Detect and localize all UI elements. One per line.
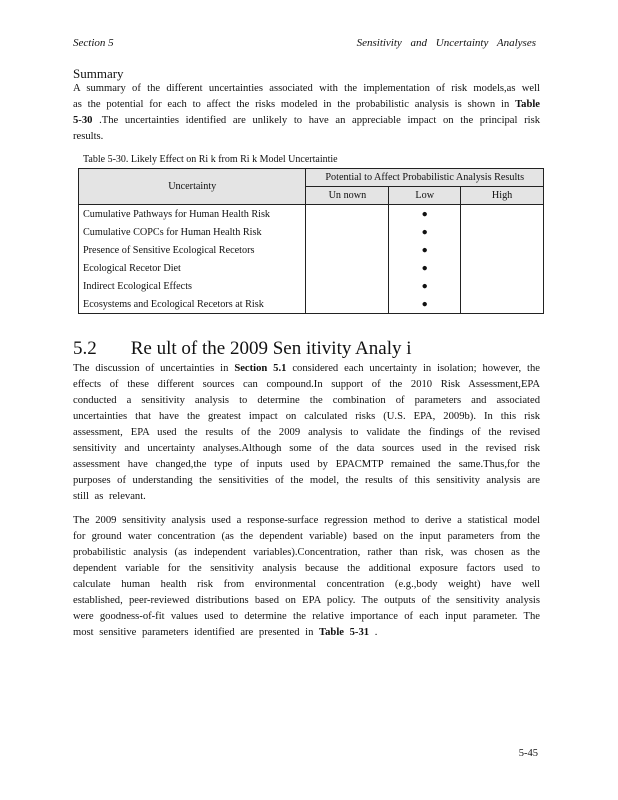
discussion-paragraph: The discussion of uncertainties in Section 5.1 considered each uncertainty in isolation; however, the effects of these different sources can compound.In support of the 2010 Risk Assessment,EPA conducted a sensitivity analysis to determine the combination of parameters and associated uncertainties that have the greatest impact on calculated risks (U.S. EPA, 2009b). In this risk assessment, EPA used the results of the 2009 analysis to validate the findings of the revised sensitivity and uncertainty analyses.Although some of the data sources used in the revised risk assessment have changed,the type of inputs used by EPACMTP remained the same.Thus,for the purposes of understanding the sensitivities of the model, the results of this sensitivity analysis are still as relevant. [73, 363, 540, 502]
summary-paragraph [73, 81, 540, 145]
column-header-low: Low [389, 187, 461, 205]
row-label: Cumulative Pathways for Human Health Risk [79, 205, 306, 224]
table-row [79, 277, 544, 295]
low-bullet: ● [389, 259, 461, 277]
table-row [79, 295, 544, 314]
column-header-unknown: Un nown [306, 187, 389, 205]
summary-text-2: .The uncertainties identified are unlikely to have an appreciable impact on the principal risk results. [73, 115, 540, 142]
table-row [79, 241, 544, 259]
sensitivity-paragraph: The 2009 sensitivity analysis used a response-surface regression method to derive a statistical model for ground water concentration (as the dependent variable) based on the input parameters from the probabilistic analysis (as independent variables).Concentration, rather than risk, was chosen as the dependent variable for the sensitivity analysis because the additional exposure factors used to calculate human health risk from environmental concentration (e.g.,body weight) have well established, peer-reviewed distributions based on EPA policy. The outputs of the sensitivity analysis were goodness-of-fit values used to determine the relative importance of each input parameter. The most sensitive parameters identified are presented in Table 5-31 . [73, 515, 540, 638]
low-bullet: ● [389, 241, 461, 259]
uncertainty-table [78, 168, 544, 314]
row-label: Presence of Sensitive Ecological Recetors [79, 241, 306, 259]
table-row [79, 205, 544, 224]
table-caption: Table 5-30. Likely Effect on Ri k from Ri k Model Uncertaintie [83, 154, 338, 165]
low-bullet: ● [389, 295, 461, 314]
row-label: Ecosystems and Ecological Recetors at Risk [79, 295, 306, 314]
section-number: 5.2 [73, 338, 97, 359]
column-header-high: High [461, 187, 544, 205]
summary-heading: Summary [73, 66, 124, 81]
section-title: Re ult of the 2009 Sen itivity Analy i [130, 338, 412, 359]
low-bullet: ● [389, 277, 461, 295]
section-heading [73, 338, 412, 360]
row-label: Cumulative COPCs for Human Health Risk [79, 223, 306, 241]
table-5-31-reference: Table 5-31 [319, 627, 370, 638]
low-bullet: ● [389, 223, 461, 241]
table-row [79, 223, 544, 241]
low-bullet: ● [389, 205, 461, 224]
summary-text-1: A summary of the different uncertainties associated with the implementation of risk models,as well as the potential for each to affect the risks modeled in the probabilistic analysis is shown in [73, 83, 540, 110]
column-header-uncertainty: Uncertainty [79, 169, 306, 205]
row-label: Ecological Recetor Diet [79, 259, 306, 277]
column-header-potential: Potential to Affect Probabilistic Analysis Results [306, 169, 544, 187]
header-section: Section 5 [73, 37, 114, 49]
row-label: Indirect Ecological Effects [79, 277, 306, 295]
header-title: Sensitivity and Uncertainty Analyses [356, 37, 536, 49]
table-row [79, 259, 544, 277]
page-number: 5-45 [518, 748, 538, 759]
section-5-1-reference: Section 5.1 [234, 363, 287, 374]
table-5-30-reference: Table 5-30 [73, 99, 540, 126]
